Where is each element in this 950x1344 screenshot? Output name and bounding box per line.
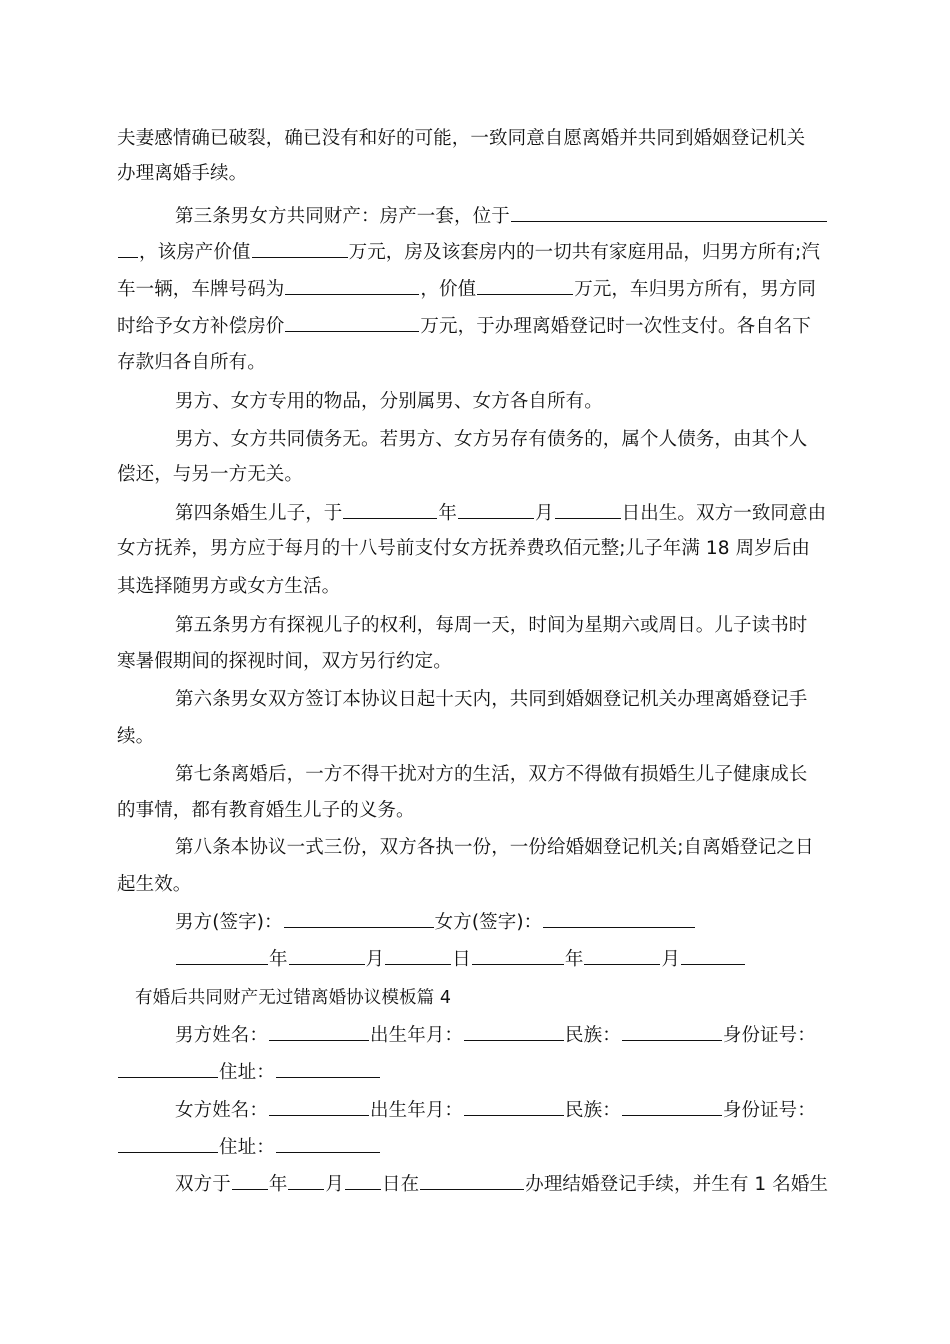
- article8-line1: 第八条本协议一式三份，双方各执一份，一份给婚姻登记机关;自离婚登记之日: [175, 837, 814, 858]
- male-name-blank: [269, 1025, 369, 1041]
- article2-line2: 办理离婚手续。: [117, 163, 248, 184]
- marriage-text: 双方于: [175, 1174, 231, 1195]
- article3-line5: 存款归各自所有。: [117, 352, 266, 373]
- debt-line1: 男方、女方共同债务无。若男方、女方另存有债务的，属个人债务，由其个人: [175, 429, 808, 450]
- article7-line2: 的事情，都有教育婚生儿子的义务。: [117, 800, 415, 821]
- article4-line2: 女方抚养，男方应于每月的十八号前支付女方抚养费玖佰元整;儿子年满 18 周岁后由: [117, 538, 811, 559]
- article5-line1: 第五条男方有探视儿子的权利，每周一天，时间为星期六或周日。儿子读书时: [175, 615, 808, 636]
- article3-text: 时给予女方补偿房价: [117, 316, 285, 337]
- signature-line: [175, 911, 696, 935]
- marriage-place-blank: [420, 1174, 524, 1190]
- female-info-line2: [117, 1136, 381, 1160]
- name-label: 男方姓名：: [175, 1025, 269, 1046]
- compensation-blank: [285, 316, 419, 332]
- article4-text: 日出生。双方一致同意由: [621, 503, 827, 524]
- birth-day-blank: [555, 503, 621, 519]
- plate-number-blank: [285, 279, 419, 295]
- male-ethnicity-blank: [622, 1025, 722, 1041]
- female-info-line1: [175, 1099, 816, 1123]
- article6-line2: 续。: [117, 726, 155, 747]
- female-signature-label: 女方(签字)：: [434, 912, 543, 933]
- male-info-line1: [175, 1024, 816, 1048]
- male-address-blank: [276, 1062, 380, 1078]
- article3-text: 车一辆，车牌号码为: [117, 279, 285, 300]
- property-location-blank-cont: [118, 242, 138, 258]
- article3-text: 万元，于办理离婚登记时一次性支付。各自名下: [420, 316, 812, 337]
- marriage-text: 办理结婚登记手续，并生有 1 名婚生: [525, 1174, 829, 1195]
- birth-label: 出生年月：: [370, 1025, 464, 1046]
- female-name-blank: [269, 1100, 369, 1116]
- marriage-text: 日在: [382, 1174, 420, 1195]
- female-birth-blank: [464, 1100, 564, 1116]
- debt-line2: 偿还，与另一方无关。: [117, 464, 304, 485]
- section-title: 有婚后共同财产无过错离婚协议模板篇 4: [135, 988, 452, 1008]
- ethnicity-label: 民族：: [565, 1100, 621, 1121]
- address-label: 住址：: [219, 1137, 275, 1158]
- birth-month-blank: [458, 503, 534, 519]
- year-label: 年: [269, 949, 288, 970]
- month-label: 月: [535, 503, 554, 524]
- female-id-blank: [118, 1137, 218, 1153]
- year-label: 年: [268, 1174, 288, 1195]
- month-label: 月: [661, 949, 681, 970]
- address-label: 住址：: [219, 1062, 275, 1083]
- birth-year-blank: [343, 503, 437, 519]
- article6-line1: 第六条男女双方签订本协议日起十天内，共同到婚姻登记机关办理离婚登记手: [175, 689, 808, 710]
- article3-line4: [117, 315, 811, 339]
- year-label: 年: [438, 503, 458, 524]
- marriage-day-blank: [345, 1174, 381, 1190]
- article3-text: 万元，房及该套房内的一切共有家庭用品，归男方所有;汽: [348, 242, 820, 263]
- article4-text: 第四条婚生儿子，于: [175, 503, 343, 524]
- personal-items: 男方、女方专用的物品，分别属男、女方各自所有。: [175, 391, 603, 412]
- female-ethnicity-blank: [622, 1100, 722, 1116]
- article3-text: 万元，车归男方所有，男方同: [574, 279, 817, 300]
- article3-text: ，价值: [420, 279, 477, 300]
- year-blank: [176, 949, 268, 965]
- name-label: 女方姓名：: [175, 1100, 269, 1121]
- car-value-blank: [477, 279, 573, 295]
- article3-line1: [175, 205, 828, 229]
- birth-label: 出生年月：: [370, 1100, 464, 1121]
- article3-line3: [117, 278, 816, 302]
- id-label: 身份证号：: [722, 1100, 816, 1121]
- id-label: 身份证号：: [722, 1025, 816, 1046]
- month-label: 月: [365, 949, 385, 970]
- male-info-line2: [117, 1061, 381, 1085]
- month-label: 月: [325, 1174, 345, 1195]
- property-value-blank: [252, 242, 348, 258]
- marriage-year-blank: [232, 1174, 268, 1190]
- month-blank: [289, 949, 365, 965]
- ethnicity-label: 民族：: [565, 1025, 621, 1046]
- male-id-blank: [118, 1062, 218, 1078]
- day-label: 日: [452, 949, 471, 970]
- article3-text: ，该房产价值: [139, 242, 251, 263]
- day-blank: [681, 949, 745, 965]
- property-location-blank: [511, 206, 827, 222]
- marriage-month-blank: [288, 1174, 324, 1190]
- female-signature-blank: [543, 912, 695, 928]
- signature-date-line: [175, 948, 746, 972]
- article5-line2: 寒暑假期间的探视时间，双方另行约定。: [117, 651, 452, 672]
- year-blank: [472, 949, 564, 965]
- article7-line1: 第七条离婚后，一方不得干扰对方的生活，双方不得做有损婚生儿子健康成长: [175, 764, 808, 785]
- male-birth-blank: [464, 1025, 564, 1041]
- female-address-blank: [276, 1137, 380, 1153]
- article4-line1: [175, 502, 826, 526]
- marriage-registration-line: [175, 1173, 828, 1197]
- article4-line3: 其选择随男方或女方生活。: [117, 576, 341, 597]
- article8-line2: 起生效。: [117, 874, 192, 895]
- article2-line1: 夫妻感情确已破裂，确已没有和好的可能，一致同意自愿离婚并共同到婚姻登记机关: [117, 128, 806, 149]
- year-label: 年: [564, 949, 584, 970]
- day-blank: [385, 949, 451, 965]
- month-blank: [584, 949, 660, 965]
- article3-text: 第三条男女方共同财产：房产一套，位于: [175, 206, 510, 227]
- male-signature-label: 男方(签字)：: [175, 912, 283, 933]
- article3-line2: [117, 241, 820, 265]
- male-signature-blank: [284, 912, 434, 928]
